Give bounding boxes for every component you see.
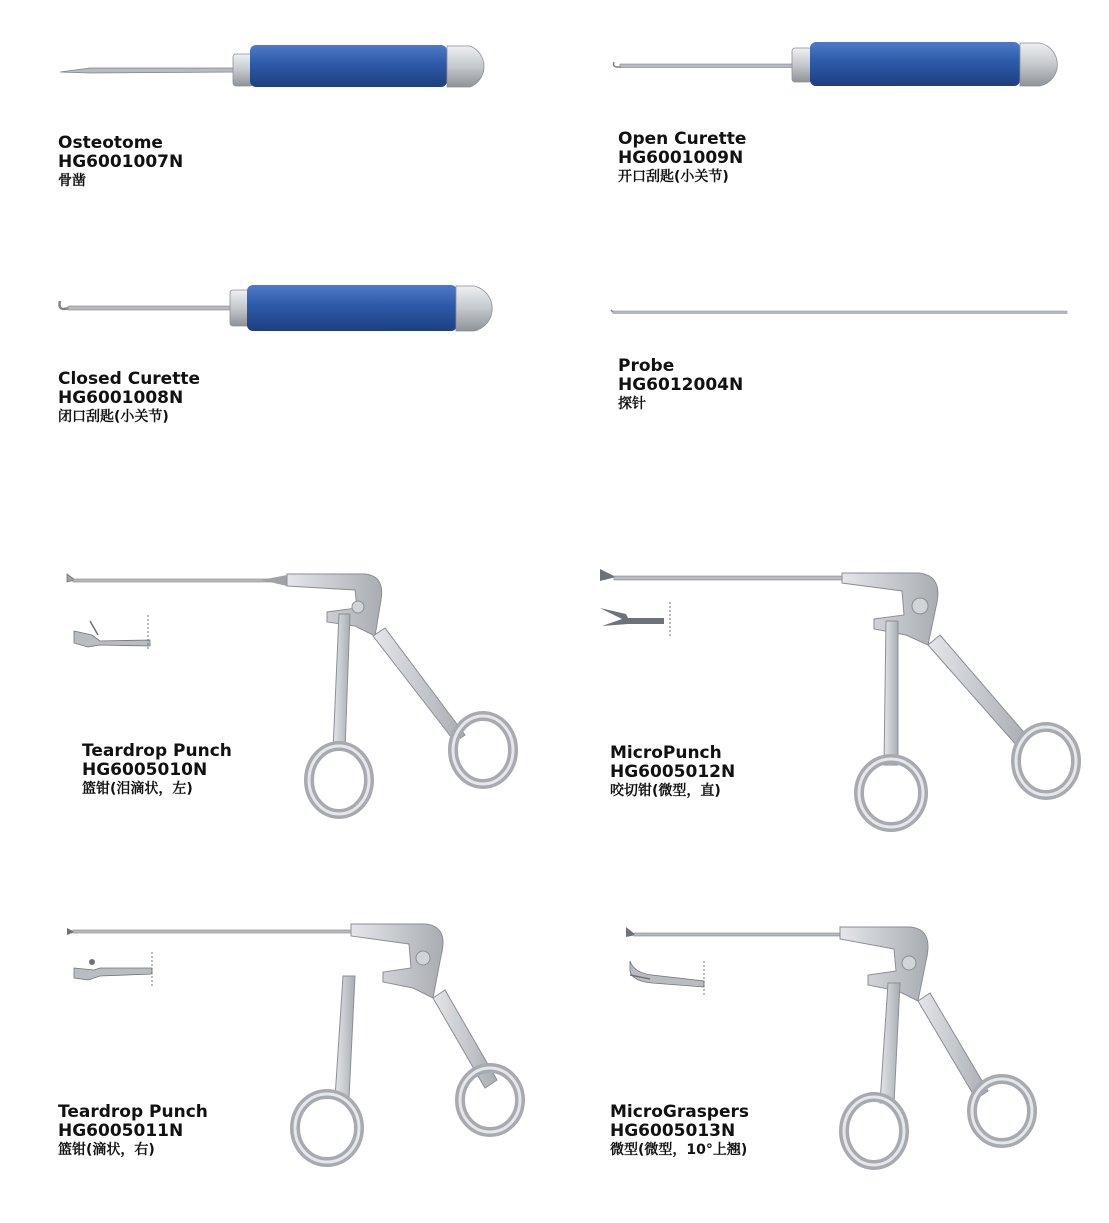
product-chinese-name: 闭口刮匙(小关节) xyxy=(58,409,169,425)
product-name: Teardrop Punch xyxy=(58,1102,208,1122)
product-caption xyxy=(58,370,200,427)
product-name: Open Curette xyxy=(618,129,747,149)
product-card xyxy=(554,230,1109,470)
product-chinese-name: 探针 xyxy=(618,396,646,412)
product-caption xyxy=(82,742,232,799)
product-caption xyxy=(610,1103,749,1160)
product-code: HG6005011N xyxy=(58,1121,184,1141)
probe-instrument xyxy=(610,306,1070,318)
product-card xyxy=(0,895,554,1195)
product-name: MicroPunch xyxy=(610,743,722,763)
jaw-detail-icon xyxy=(626,957,716,997)
product-chinese-name: 微型(微型，10°上翘) xyxy=(610,1142,748,1158)
osteotome-instrument xyxy=(60,42,510,92)
product-card xyxy=(0,0,554,230)
product-chinese-name: 开口刮匙(小关节) xyxy=(618,169,729,185)
product-card xyxy=(0,230,554,470)
product-code: HG6005013N xyxy=(610,1121,736,1141)
product-name: MicroGraspers xyxy=(610,1102,750,1122)
product-code: HG6005010N xyxy=(82,760,208,780)
product-code: HG6001009N xyxy=(618,148,744,168)
open-curette-instrument xyxy=(612,40,1062,90)
product-name: Osteotome xyxy=(58,133,163,153)
closed-curette-instrument xyxy=(58,283,508,335)
product-card xyxy=(554,895,1109,1195)
product-name: Closed Curette xyxy=(58,369,200,389)
product-caption xyxy=(610,744,735,801)
product-code: HG6012004N xyxy=(618,375,744,395)
product-name: Teardrop Punch xyxy=(82,741,232,761)
product-card xyxy=(554,0,1109,230)
product-card xyxy=(0,545,554,845)
jaw-detail-icon xyxy=(598,600,678,638)
product-name: Probe xyxy=(618,356,675,376)
product-code: HG6001007N xyxy=(58,152,184,172)
jaw-detail-icon xyxy=(70,613,160,653)
product-code: HG6005012N xyxy=(610,762,736,782)
jaw-detail-icon xyxy=(70,950,160,990)
product-chinese-name: 骨凿 xyxy=(58,173,86,189)
product-caption xyxy=(58,134,183,191)
product-code: HG6001008N xyxy=(58,388,184,408)
product-card xyxy=(554,545,1109,845)
product-caption xyxy=(618,130,746,187)
product-chinese-name: 咬切钳(微型，直) xyxy=(610,783,721,799)
product-chinese-name: 篮钳(泪滴状，左) xyxy=(82,781,193,797)
product-chinese-name: 篮钳(滴状，右) xyxy=(58,1142,155,1158)
product-caption xyxy=(618,357,743,414)
product-caption xyxy=(58,1103,208,1160)
